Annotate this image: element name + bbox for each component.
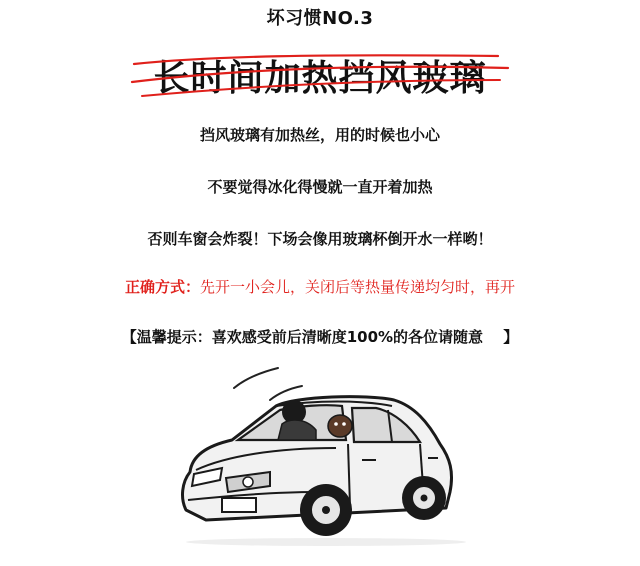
- correct-method-label: 正确方式：: [124, 278, 200, 296]
- reminder-line: 【温馨提示：喜欢感受前后清晰度100%的各位请随意 】: [121, 328, 519, 346]
- correct-method-line: [0, 276, 640, 297]
- warning-line-3: 否则车窗会炸裂！下场会像用玻璃杯倒开水一样哟！: [147, 230, 493, 248]
- tip-number-title: 坏习惯NO.3: [266, 8, 374, 29]
- car-icon: [166, 360, 466, 560]
- warning-line-1: 挡风玻璃有加热丝，用的时候也小心: [199, 126, 440, 144]
- strikethrough-scribble: [120, 46, 520, 110]
- headline-title: 长时间加热挡风玻璃: [153, 58, 487, 99]
- headline-block: [120, 46, 520, 110]
- correct-method-text: 先开一小会儿，关闭后等热量传递均匀时，再开: [200, 278, 516, 296]
- warning-line-2: 不要觉得冰化得慢就一直开着加热: [207, 178, 433, 196]
